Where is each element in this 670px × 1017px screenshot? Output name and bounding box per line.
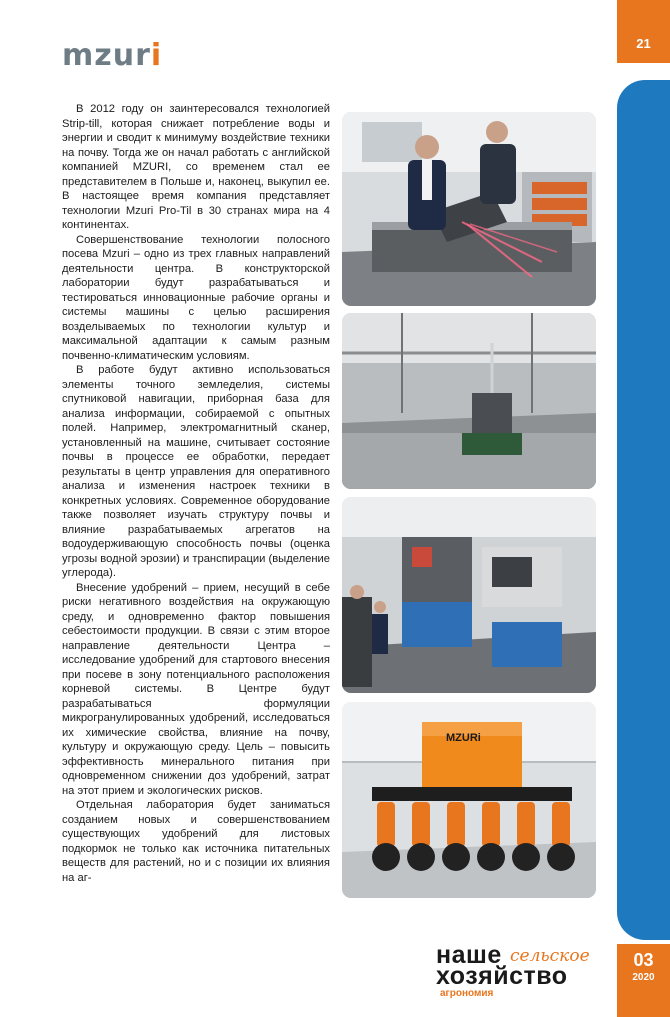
side-tab-top bbox=[617, 0, 670, 63]
photo-workshop bbox=[342, 497, 596, 693]
article-body bbox=[62, 102, 330, 885]
machine-label: MZURi bbox=[446, 732, 481, 744]
photo-mzuri-seeder bbox=[342, 702, 596, 898]
article-paragraph: В работе будут активно использоваться элементы точного земледелия, системы спутниковой навигации, приборная база для анализа информации, собираемой с опытных полей. Например, электромагнитный сканер, установленный на машине, считывает состояние почвы в процессе ее обработки, передает результаты в центр управления для оперативного анализа и изменения настроек техники в конкретных условиях. Современное оборудование также позволяет изучать структуру почвы и влияние разрабатываемых агрегатов на водоудерживающую способность почвы (оценка угрозы водной эрозии) и транспирации (выделение углерода). bbox=[62, 364, 330, 579]
magazine-title-script: сельское bbox=[510, 946, 590, 966]
magazine-title-line2: хозяйство bbox=[436, 962, 568, 990]
logo-text: mzur bbox=[62, 38, 151, 73]
article-paragraph: Отдельная лаборатория будет заниматься созданием новых и совершенствованием существующих удобрений для листовых подкормок не только как источника питательных веществ для растений, но и с позиции их влияния на аг- bbox=[62, 799, 330, 884]
mzuri-logo bbox=[62, 38, 162, 73]
issue-year: 2020 bbox=[632, 972, 655, 983]
article-paragraph: Совершенствование технологии полосного посева Mzuri – одно из трех главных направлений деятельности центра. В конструкторской лаборатории будут разрабатываться и тестироваться инновационные рабочие органы и системы машины с целью расширения возделываемых по технологии культур и максимальной адаптации к самым разным почвенно-климатическим условиям. bbox=[62, 233, 330, 362]
logo-dot: i bbox=[150, 38, 163, 73]
side-bar bbox=[617, 80, 670, 940]
issue-number: 03 bbox=[633, 950, 654, 970]
magazine-title-line1: наше bbox=[436, 941, 502, 969]
article-paragraph: В 2012 году он заинтересовался технологией Strip-till, которая снижает потребление воды и энергии и сводит к минимуму воздействие техники на почву. Тогда же он начал работать с английской компанией MZURI, со временем стал ее представителем в Польше и, наконец, выкупил ее. В настоящее время компания представляет технологии Mzuri Pro-Til в 30 странах мира на 4 континентах. bbox=[62, 103, 330, 231]
photo-laser-demo bbox=[342, 112, 596, 306]
magazine-logo bbox=[436, 943, 614, 1007]
article-paragraph: Внесение удобрений – прием, несущий в себе риски негативного воздействия на окружающую среду, и одновременно фактор повышения себестоимости продукции. В связи с этим второе направление деятельности Центра – исследование удобрений для стартового внесения при посеве в зону потенциального расположения корневой системы. В Центре будут разрабатываться формуляции микрогранулированных удобрений, исследоваться их химические свойства, влияние на почву, культуру и окружающую среду. Цель – повысить эффективность минерального питания при одновременном снижении доз удобрений, затрат на этот прием и экологических рисков. bbox=[62, 581, 330, 797]
magazine-subtitle: агрономия bbox=[440, 988, 494, 999]
photo-lab-bench bbox=[342, 313, 596, 489]
page-number: 21 bbox=[636, 36, 651, 51]
